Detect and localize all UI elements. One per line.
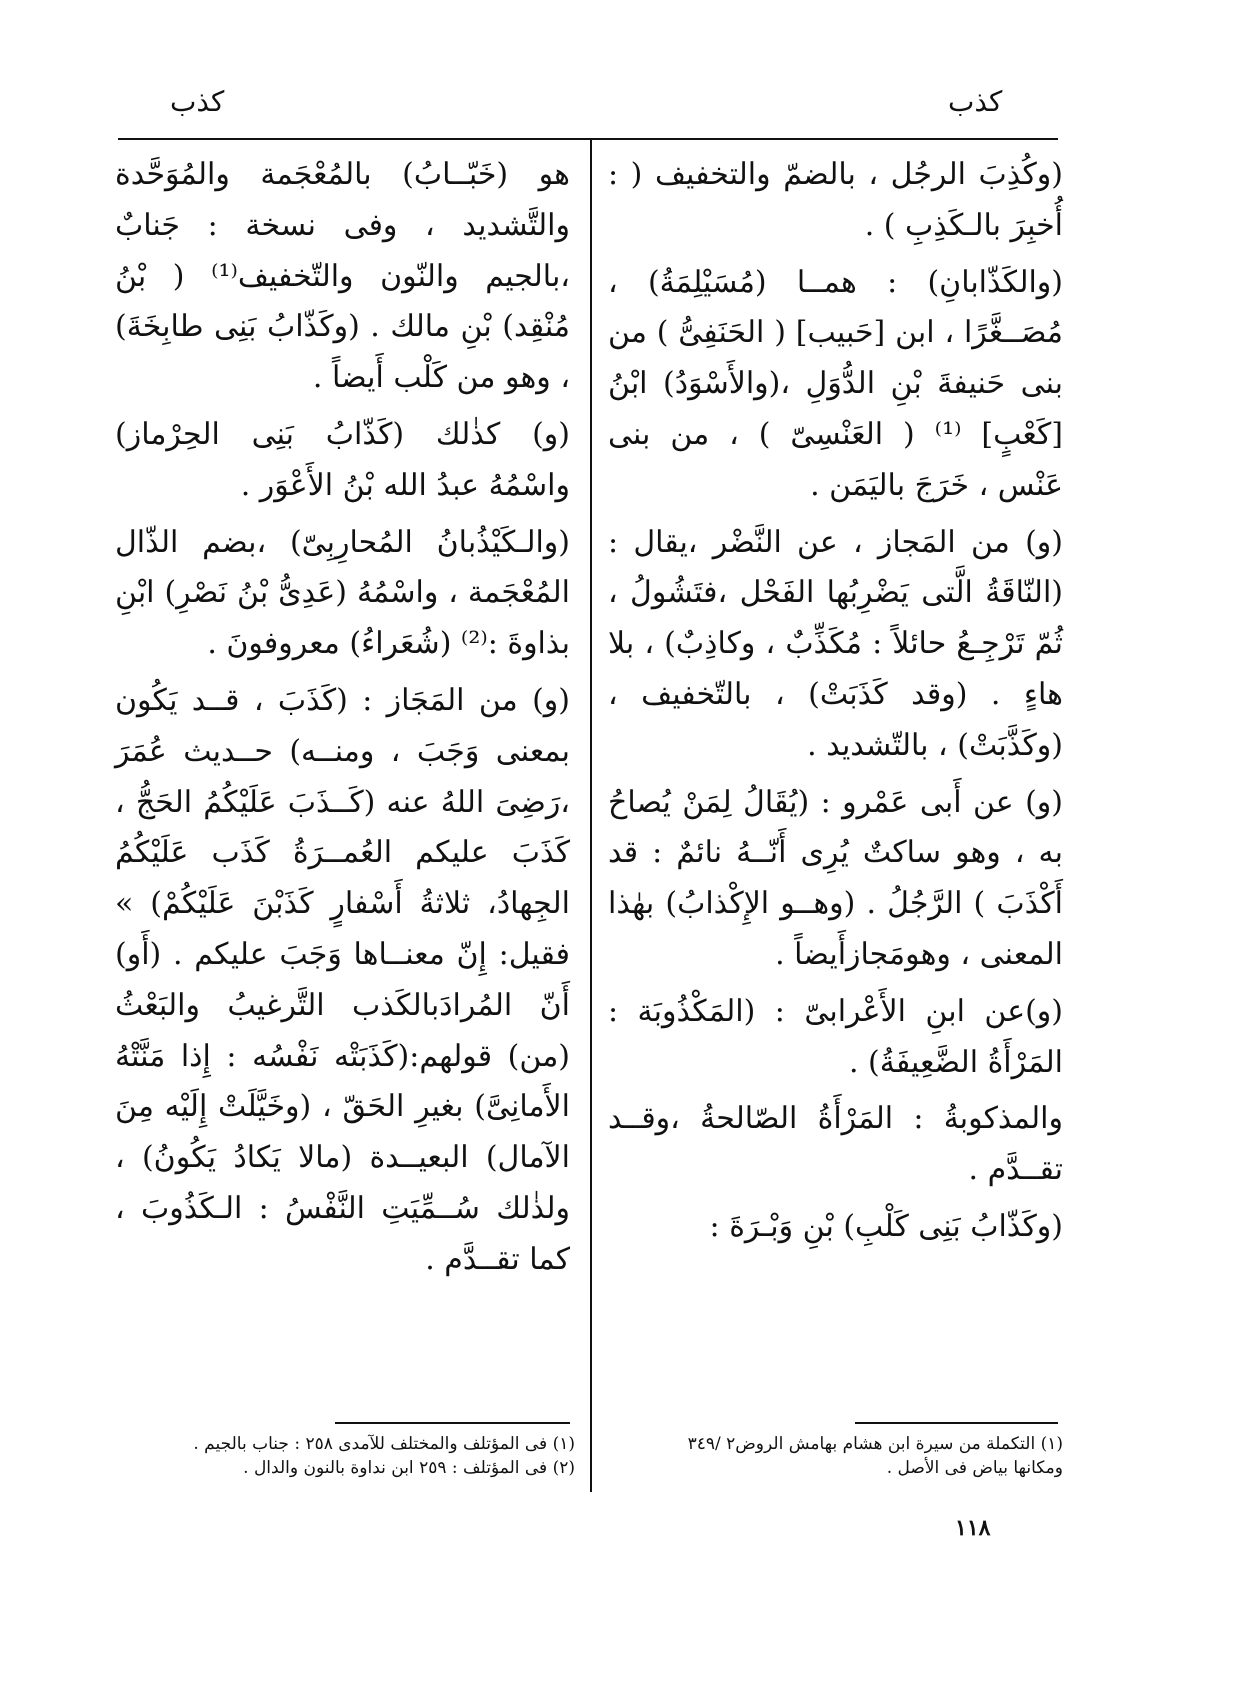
paragraph: (وكَذّابُ بَنِى كَلْبِ) بْنِ وَبْـرَةَ : — [709, 1208, 1063, 1244]
footnotes-left — [120, 1432, 575, 1480]
left-column — [115, 150, 570, 1292]
paragraph: (والـكَيْذُبانُ المُحارِبِىّ) ،بضم الذّال المُعْجَمة ، واسْمُهُ (عَدِىُّ بْنُ نَصْرِ) ابْنِ بذاوةَ :⁽²⁾ (شُعَراءُ) معروفونَ . — [115, 524, 570, 662]
paragraph: هو (خَبّــابُ) بالمُعْجَمة والمُوَحَّدة والتَّشديد ، وفى نسخة : جَنابٌ ،بالجيم والنّون والتّخفيف⁽¹⁾ ( بْنُ مُنْقِد) بْنِ مالك . (وكَذّابُ بَنِى طابِخَةَ) ، وهو من كَلْب أَيضاً . — [115, 157, 570, 396]
running-header-right: كذب — [948, 85, 1003, 118]
paragraph: (و) من المَجَاز : (كَذَبَ ، قــد يَكُون بمعنى وَجَبَ ، ومنــه) حــديث عُمَرَ ،رَضِىَ اللهُ عنه (كَــذَبَ عَلَيْكُمُ الحَجُّ ، كَذَبَ عليكم العُمــرَةُ كَذَب عَلَيْكُمُ الجِهادُ، ثلاثةُ أَسْفارٍ كَذَبْنَ عَلَيْكُمْ) » فقيل: إِنّ معنــاها وَجَبَ عليكم . (أَو) أَنّ المُرادَبالكَذب التَّرغيبُ والبَعْثُ (من) قولهم:(كَذَبَتْه نَفْسُه : إِذا مَنَّتْهُ الأَمانِىَّ) بغيرِ الحَقّ ، (وخَيَّلَتْ إِلَيْه مِنَ الآمال) البعيــدة (مالا يَكادُ يَكُونُ) ، ولذٰلك سُــمِّيَتِ النَّفْسُ : الـكَذُوبَ ، كما تقــدَّم . — [115, 682, 570, 1277]
paragraph: (و)عن ابنِ الأَعْرابىّ : (المَكْذُوبَة : المَرْأَةُ الضَّعِيفَةُ) . — [608, 993, 1063, 1080]
paragraph: (وكُذِبَ الرجُل ، بالضمّ والتخفيف ( : أُخبِرَ بالـكَذِبِ ) . — [608, 157, 1063, 243]
right-column — [608, 150, 1063, 1259]
footnote: (١) التكملة من سيرة ابن هشام بهامش الروض٢ /٣٤٩ — [687, 1434, 1063, 1454]
column-divider — [590, 140, 592, 1492]
running-header-left: كذب — [170, 85, 225, 118]
paragraph: والمذكوبةُ : المَرْأَةُ الصّالحةُ ،وقــد تقــدَّم . — [608, 1101, 1063, 1188]
footnote-rule-left — [335, 1422, 570, 1424]
footnote: (١) فى المؤتلف والمختلف للآمدى ٢٥٨ : جناب بالجيم . — [193, 1434, 575, 1454]
footnote-rule-right — [855, 1422, 1058, 1424]
paragraph: (و) عن أَبى عَمْرو : (يُقَالُ لِمَنْ يُصاحُ به ، وهو ساكتٌ يُرِى أَنّــهُ نائمٌ : قد أَكْذَبَ ) الرَّجُلُ . (وهــو الإِكْذابُ) بهٰذا المعنى ، وهومَجازأَيضاً . — [608, 784, 1063, 972]
footnote: ومكانها بياض فى الأصل . — [886, 1458, 1063, 1478]
footnotes-right — [608, 1432, 1063, 1480]
page-number: ١١٨ — [955, 1515, 991, 1541]
footnote: (٢) فى المؤتلف : ٢٥٩ ابن نداوة بالنون والدال . — [243, 1458, 575, 1478]
paragraph: (و) كذٰلك (كَذّابُ بَنِى الحِرْماز) واسْمُهُ عبدُ الله بْنُ الأَعْوَر . — [115, 416, 570, 503]
paragraph: (و) من المَجاز ، عن النَّضْر ،يقال : (النّاقَةُ الَّتى يَضْرِبُها الفَحْل ،فتَشُولُ ، ثُمّ تَرْجِـعُ حائلاً : مُكَذِّبٌ ، وكاذِبٌ) ، بلا هاءٍ . (وقد كَذَبَتْ) ، بالتّخفيف ، (وكَذَّبَتْ) ، بالتّشديد . — [608, 524, 1063, 763]
paragraph: (والكَذّابانِ) : همــا (مُسَيْلِمَةُ) ، مُصَــغَّرًا ، ابن [حَبيب] ( الحَنَفِىُّ ) من بنى حَنيفةَ بْنِ الدُّوَلِ ،(والأَسْوَدُ) ابْنُ [كَعْبٍ] ⁽¹⁾ ( العَنْسِىّ ) ، من بنى عَنْس ، خَرَجَ باليَمَن . — [608, 264, 1064, 503]
header-rule — [118, 138, 1058, 140]
